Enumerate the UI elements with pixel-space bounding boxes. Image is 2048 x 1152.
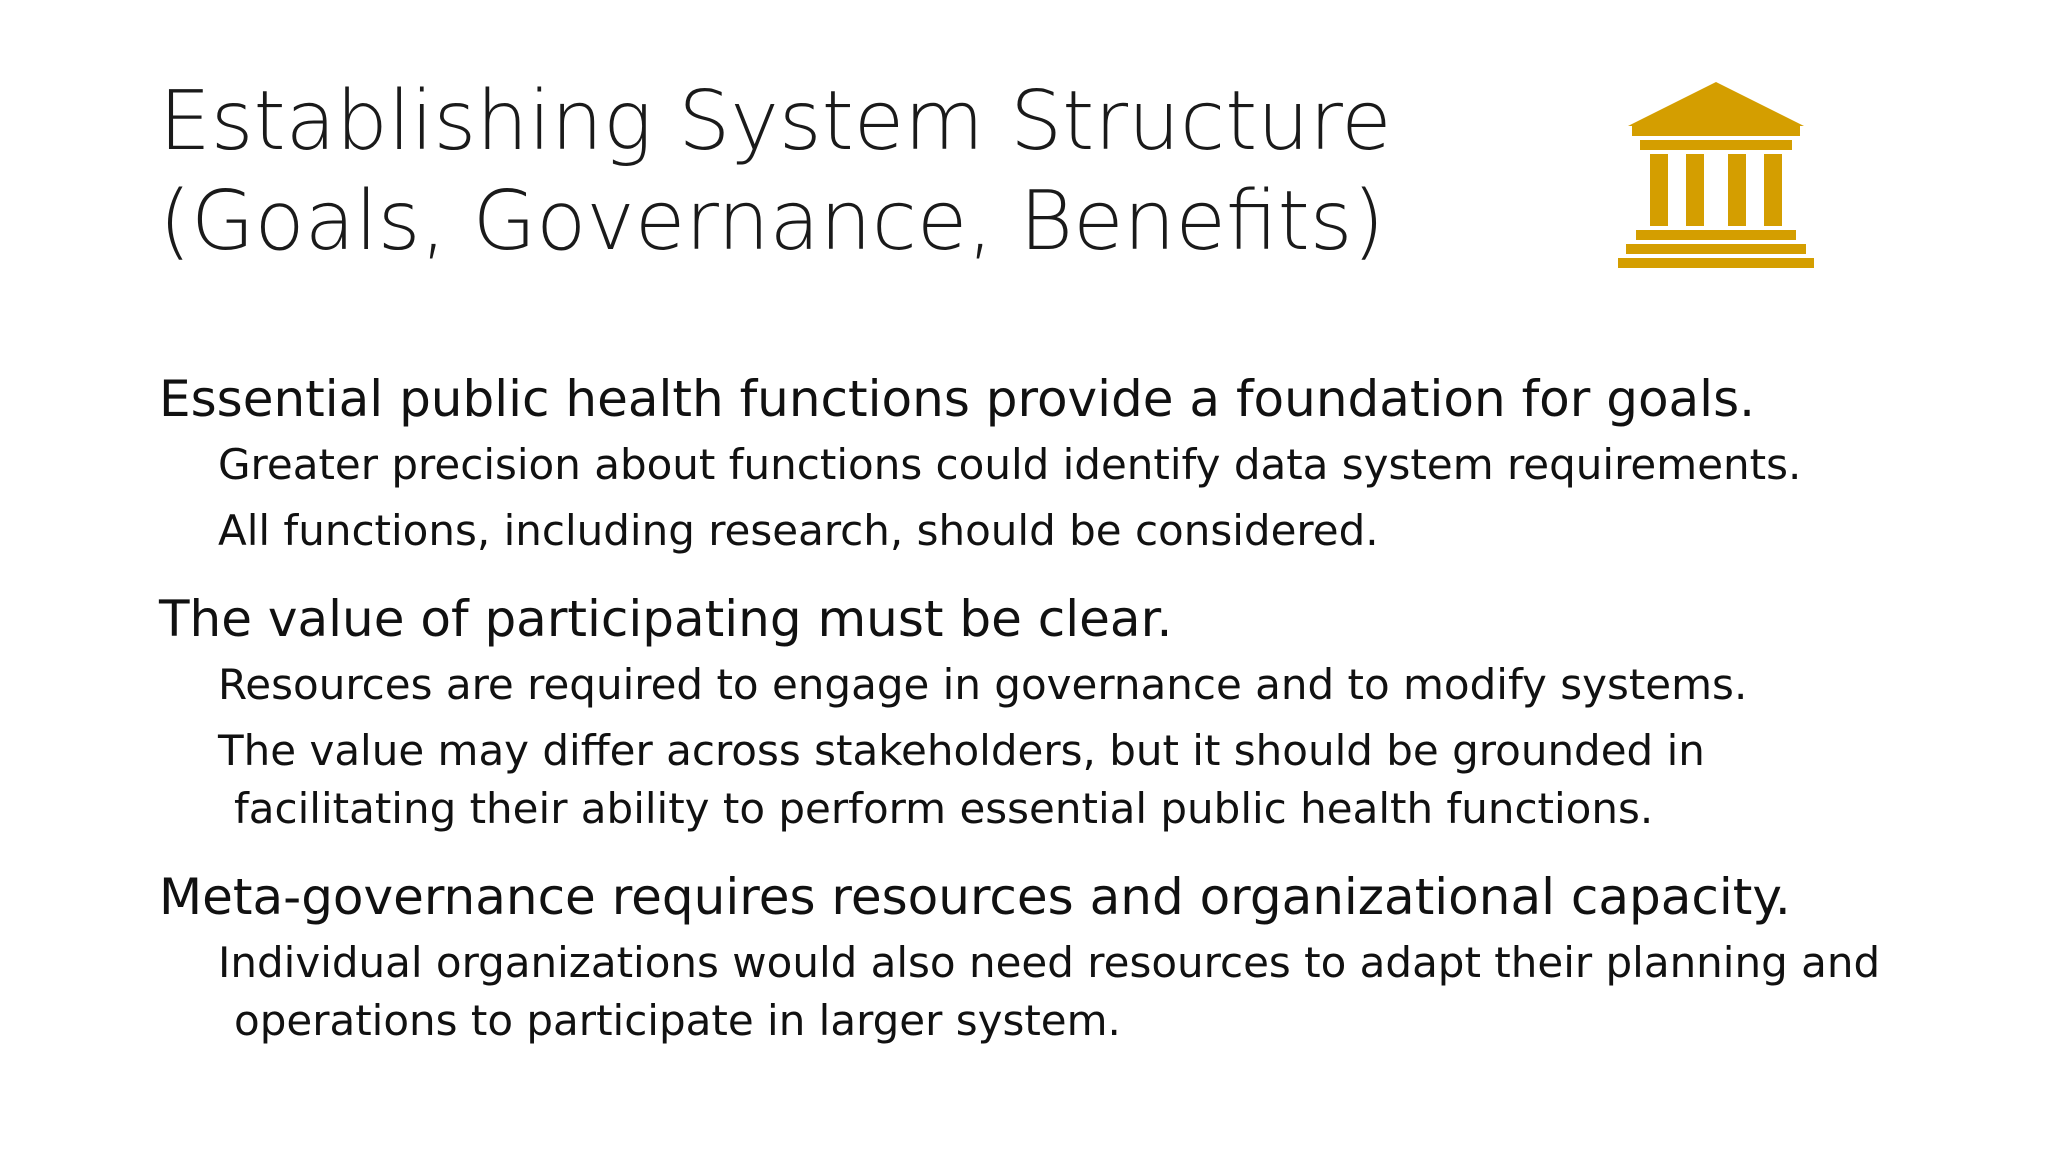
- institution-building-icon: [1618, 82, 1814, 268]
- bullet-group: [159, 864, 1959, 1050]
- bullet-level-2: [218, 436, 1959, 494]
- bullet-line-continuation: operations to participate in larger system.: [234, 996, 1121, 1045]
- bullet-level-2: [218, 722, 1959, 838]
- slide-title-line-1: Establishing System Structure: [159, 74, 1392, 169]
- slide-body: [159, 366, 1959, 1050]
- bullet-line: The value may differ across stakeholders, but it should be grounded in: [218, 726, 1705, 775]
- bullet-line: Resources are required to engage in governance and to modify systems.: [218, 660, 1748, 709]
- bullet-line: Individual organizations would also need resources to adapt their planning and: [218, 938, 1881, 987]
- slide-title: [159, 72, 1559, 272]
- bullet-line-continuation: facilitating their ability to perform essential public health functions.: [234, 784, 1654, 833]
- bullet-level-2: [218, 502, 1959, 560]
- bullet-level-2: [218, 656, 1959, 714]
- bullet-line: All functions, including research, should be considered.: [218, 506, 1379, 555]
- bullet-level-1: Essential public health functions provide a foundation for goals.: [159, 370, 1756, 428]
- slide-title-line-2: (Goals, Governance, Benefits): [159, 174, 1385, 269]
- bullet-line: Greater precision about functions could identify data system requirements.: [218, 440, 1802, 489]
- bullet-group: [159, 586, 1959, 838]
- bullet-level-1: Meta-governance requires resources and organizational capacity.: [159, 868, 1791, 926]
- bullet-level-1: The value of participating must be clear.: [159, 590, 1173, 648]
- bullet-group: [159, 366, 1959, 560]
- bullet-level-2: [218, 934, 1959, 1050]
